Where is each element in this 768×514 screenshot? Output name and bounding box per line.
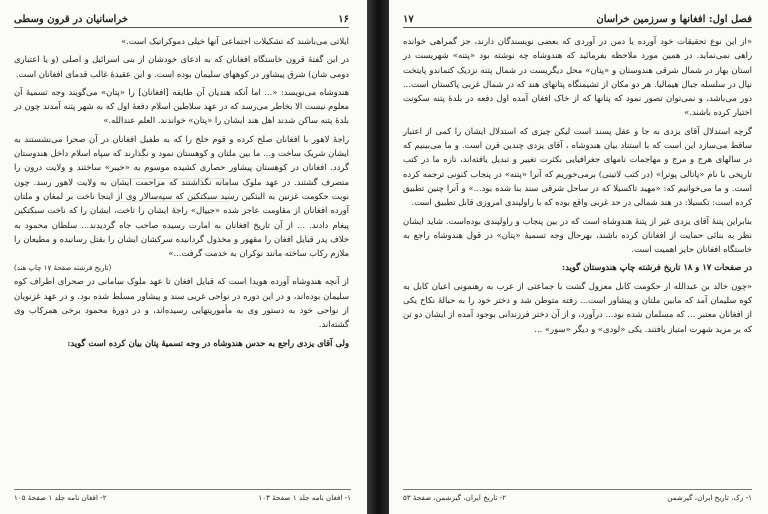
right-footnote: ۲- تاریخ ایران، گیرشمن، صفحهٔ ۵۳ [403, 493, 507, 502]
left-footnote: ۱- افغان نامه جلد ۱ صفحهٔ ۱۰۳ [258, 493, 351, 502]
right-page [389, 0, 768, 514]
right-footnote: ۱- رک. تاریخ ایران، گیرشمن [667, 493, 752, 502]
left-paragraph: ولی آقای یزدی راجع به حدس هندوشاه در وجه تسمیهٔ پتان بیان کرده است گوید: [67, 337, 349, 348]
right-header-title: فصل اول: افغانها و سرزمین خراسان [596, 14, 752, 25]
left-page [0, 0, 367, 514]
left-source-note: (تاریخ فرشته صفحهٔ ۱۷ چاپ هند) [14, 264, 112, 273]
left-footnotes [14, 489, 351, 502]
left-paragraph: هندوشاه می‌نویسد: «... اما آنکه هندیان آن طایفه [افغانان] را «پتان» می‌گویند وجه تسمیهٔ آن معلوم نیست الا بخاطر می‌رسد که در عهد سلاطین اسلام دفعهٔ اول که به شهر پتنه آمدند چون در بلدهٔ پتنه ساکن شدند اهل هند ایشان را «پتان» خواندند. العلم عندالله.» [14, 86, 349, 126]
left-page-number: ۱۶ [338, 14, 349, 25]
right-paragraph: بنابراین پتنهٔ آقای یزدی غیر از پتنهٔ هندوشاه است که در بین پنجاب و راولپندی بوده‌است. شاید ایشان نظر به بنائی حمایت از افغانان کرده باشند، بهرحال وجه تسمیهٔ «پتان» در قول هندوشاه راجع به خاستگاه افغانان حایز اهمیت است. [403, 215, 752, 255]
left-paragraph: در این گفتهٔ قرون خاستگاه افغانان که به ادعای خودشان از بنی اسرائیل و اصلی (و یا اعتباری دومی شان) شرق پیشاور در کوههای سلیمان بوده است. و این عقیدهٔ غالب قدمای افغانان است. [14, 54, 349, 79]
right-body [403, 34, 752, 336]
left-paragraph: ایلاتی می‌باشند که تشکیلات اجتماعی آنها خیلی دموکراتیک است.» [121, 36, 349, 46]
library-stamp [118, 178, 230, 202]
book-gutter [367, 0, 389, 514]
right-running-header [403, 14, 752, 28]
left-paragraph: از آنچه هندوشاه آورده هویدا است که قبایل افغان تا عهد ملوک سامانی در صحرای اطراف کوه سلیمان بوده‌اند، و در این دوره در نواحی غربی سند و پیشاور مسلط شده بود. و در عهد غزنویان از نواحی خود به دستور وی به مأموریتهایی رسیده‌اند، و در دورهٔ محمود برخی همرکاب وی گشته‌اند. [14, 276, 349, 330]
right-paragraph: گرچه استدلال آقای یزدی به جا و عقل پسند است لیکن چیزی که استدلال ایشان را کمی از اعتبار ساقط می‌سازد این است که با استناد بیان هندوشاه ، آقای یزدی چندین قرن است. و ما می‌بینیم که در سالهای هرج و مرج و مهاجمات نامهای جغرافیایی بکثرت تغییر و تبدیل یافته‌اند، تازه ما در کتب تاریخی با نام «پاتالی پوترا» (در کتب لاتینی) برمی‌خوریم که آنرا «پتنه» در پنجاب کنونی ترجمه کرده است. و ما می‌خوانیم که: «مهید تاکسیلا که در ساحل شرقی سند بنا شده بود...» و آنرا چنین تطبیق کرده است: تکسیلا: در هند شمالی در حد غربی واقع بوده که با راولپندی امروزی قابل تطبیق است. [403, 125, 752, 208]
right-paragraph: در صفحات ۱۷ و ۱۸ تاریخ فرشته چاپ هندوستان گوید: [562, 262, 752, 273]
left-running-header [14, 14, 349, 28]
right-paragraph: «از این نوع تحقیقات خود آورده یا دمن در آوردی که بعضی نویسندگان دارند، جز گمراهی خوانده راهی نمی‌نماید. در همین مورد ملاحظه بفرمائید که هندوشاه چه نوشته بود «پتنه» شهریست در استان بهار در شمال شرقی هندوستان و «پتان» محل دیگریست در شمال پتنه نزدیک کتماندو پایتخت نپال در سلسله جبال هیمالیا. هر دو مکان از تشیمنگاه پتانهای هند که در شمال غربی پاکستان است... دور می‌باشد، و نمی‌توان تصور نمود که پتانها که از خاک افغان آمده اول دفعه در بلدهٔ پتنه سکونت اختیار کرده باشند.» [403, 36, 752, 118]
left-paragraph: راجهٔ لاهور با افغانان صلح کرده و قوم خلج را که به طفیل افغانان در آن صحرا می‌نشستند به ایشان شریک ساخت و... ما بین ملتان و کوهستان نمود و نگذارند که سپاه اسلام داخل هندوستان گردد. افغانان در کوهستان پیشاور حصاری کشیده موسوم به «خیبر» ساختند و ولایت درون را متصرف گشتند. در عهد ملوک سامانه نگذاشتند که مزاحمت ایشان به ولایت لاهور رسد. چون نوبت حکومت غزنین به البتکین رسید سبکتکین که سپه‌سالار وی از اینجا ناخت بر لمغان و ملتان آورده افغانان از مقاومت عاجز شده «جیپال» راجهٔ ایشان را تاخت، ایشان را که ناخت سبکتکین پیغام دادند. ... از آن تاریخ افغانان به امارت رسیده صاحب جاه گردیدند... سلطان محمود به خلاف پدر قبایل افغان را مقهور و مخذول گردانیده سرکشان ایشان را بقتل رسانیده و مطیعان را ملازم رکاب ساخته مانند نوکران به خدمت گرفت...» [14, 133, 349, 259]
left-footnote: ۲- افغان نامه جلد ۱ صفحهٔ ۱۰۵ [14, 493, 107, 502]
right-footnotes [403, 489, 752, 502]
left-header-title: خراسانیان در قرون وسطی [14, 14, 129, 25]
right-paragraph: «چون خالد بن عبدالله از حکومت کابل معزول گشت با جماعتی از عرب به رهنمونی اعیان کابل به کوه سلیمان آمد که مابین ملتان و پیشاور است... رفته متوطن شد و دختر خود را به حبالهٔ نکاح یکی از افغانان معتبر ... که مسلمان شده بود... درآورد، و از آن دختر فرزندانی بوجود آمده از ایشان دو تن که بر مزید شهرت امتیاز یافتند. یکی «لودی» و دیگر «سور» ... [403, 280, 752, 334]
right-page-number: ۱۷ [403, 14, 414, 25]
